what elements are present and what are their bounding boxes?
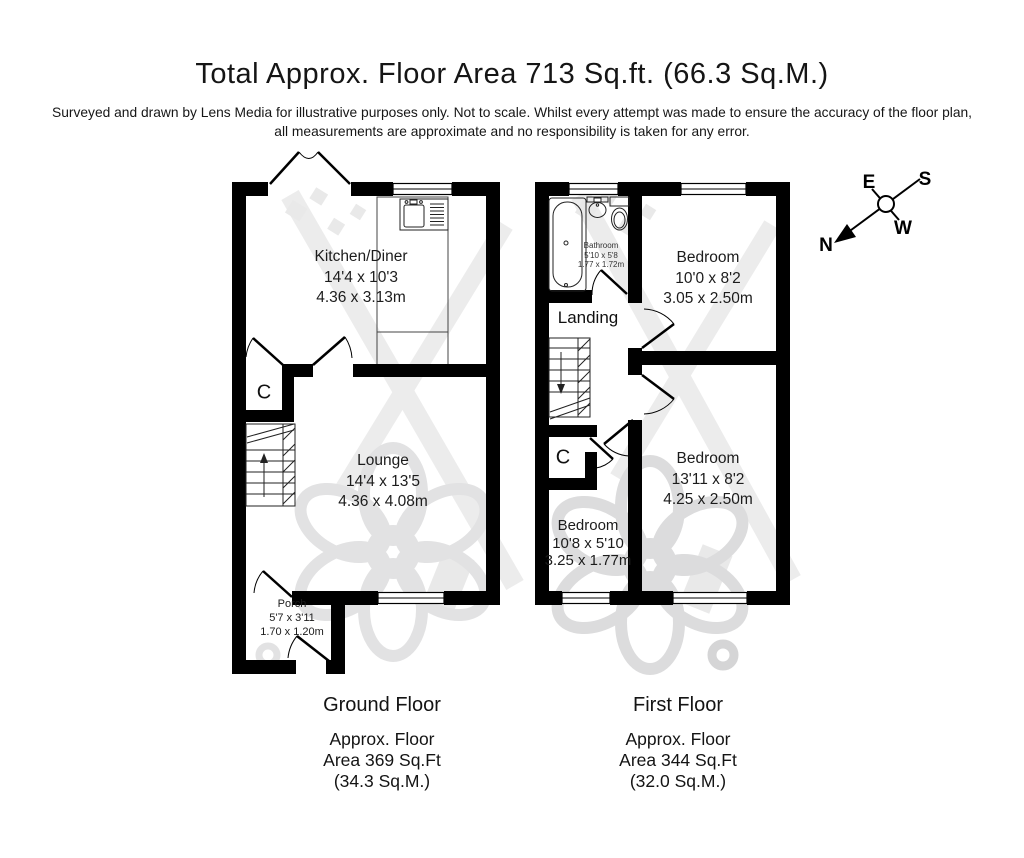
compass-west-label: W — [894, 218, 912, 239]
double-door-icon — [270, 152, 350, 184]
ground-floor-heading: Ground Floor — [323, 694, 441, 716]
stairs-down-icon — [549, 338, 590, 419]
first-floor-heading: First Floor — [633, 694, 723, 716]
area-line: Approx. Floor — [625, 729, 731, 749]
room-dims-imperial: 13'11 x 8'2 — [671, 470, 745, 488]
stairs-up-icon — [246, 424, 295, 506]
compass-south-label: S — [918, 169, 932, 190]
room-name: Lounge — [357, 452, 409, 469]
room-dims-metric: 3.25 x 1.77m — [544, 552, 632, 569]
compass-east-label: E — [862, 172, 876, 193]
cupboard-label-first: C — [555, 446, 571, 469]
room-dims-metric: 4.36 x 3.13m — [316, 289, 406, 306]
room-label-bedroom-3 — [545, 517, 632, 570]
page-title: Total Approx. Floor Area 713 Sq.ft. (66.3 Sq.M.) — [195, 58, 829, 90]
room-name: Porch — [277, 598, 307, 610]
area-line: (34.3 Sq.M.) — [333, 771, 431, 791]
room-dims-imperial: 10'0 x 8'2 — [675, 269, 741, 287]
room-label-bedroom-1 — [663, 248, 753, 310]
first-floor-area — [619, 729, 737, 792]
room-label-landing: Landing — [557, 308, 619, 327]
room-name: Bedroom — [557, 517, 619, 534]
room-name: Bedroom — [676, 249, 740, 266]
room-dims-metric: 4.36 x 4.08m — [338, 493, 428, 510]
room-name: Bathroom — [583, 241, 619, 250]
room-label-bathroom — [578, 241, 624, 270]
disclaimer-line1: Surveyed and drawn by Lens Media for illustrative purposes only. Not to scale. Whilst every attempt was made to ensure the accuracy of the floor plan, — [52, 105, 972, 120]
room-label-lounge — [338, 451, 428, 513]
area-line: Area 369 Sq.Ft — [323, 750, 441, 770]
kitchen-sink-icon — [400, 199, 448, 230]
room-dims-metric: 4.25 x 2.50m — [663, 491, 753, 508]
room-label-porch — [260, 597, 324, 639]
ground-floor-plan — [232, 152, 500, 674]
room-dims-imperial: 14'4 x 10'3 — [323, 268, 399, 286]
room-dims-metric: 1.77 x 1.72m — [577, 260, 625, 269]
compass-north-label: N — [819, 235, 833, 256]
cupboard-label-ground: C — [256, 381, 272, 404]
room-label-bedroom-2 — [663, 449, 753, 511]
room-label-kitchen-diner — [314, 247, 407, 309]
room-dims-imperial: 10'8 x 5'10 — [552, 534, 624, 552]
ground-floor-area — [323, 729, 441, 792]
room-dims-imperial: 5'7 x 3'11 — [269, 612, 315, 624]
room-name: Bedroom — [676, 450, 740, 467]
room-dims-metric: 1.70 x 1.20m — [260, 626, 324, 638]
area-line: Area 344 Sq.Ft — [619, 750, 737, 770]
disclaimer-line2: all measurements are approximate and no responsibility is taken for any error. — [274, 123, 750, 139]
room-dims-imperial: 14'4 x 13'5 — [345, 472, 421, 490]
disclaimer — [0, 104, 1024, 141]
room-dims-imperial: 5'10 x 5'8 — [584, 250, 618, 260]
room-dims-metric: 3.05 x 2.50m — [663, 290, 753, 307]
room-name: Kitchen/Diner — [314, 248, 408, 265]
north-arrow-icon — [834, 224, 856, 243]
area-line: (32.0 Sq.M.) — [629, 771, 727, 791]
area-line: Approx. Floor — [329, 729, 435, 749]
